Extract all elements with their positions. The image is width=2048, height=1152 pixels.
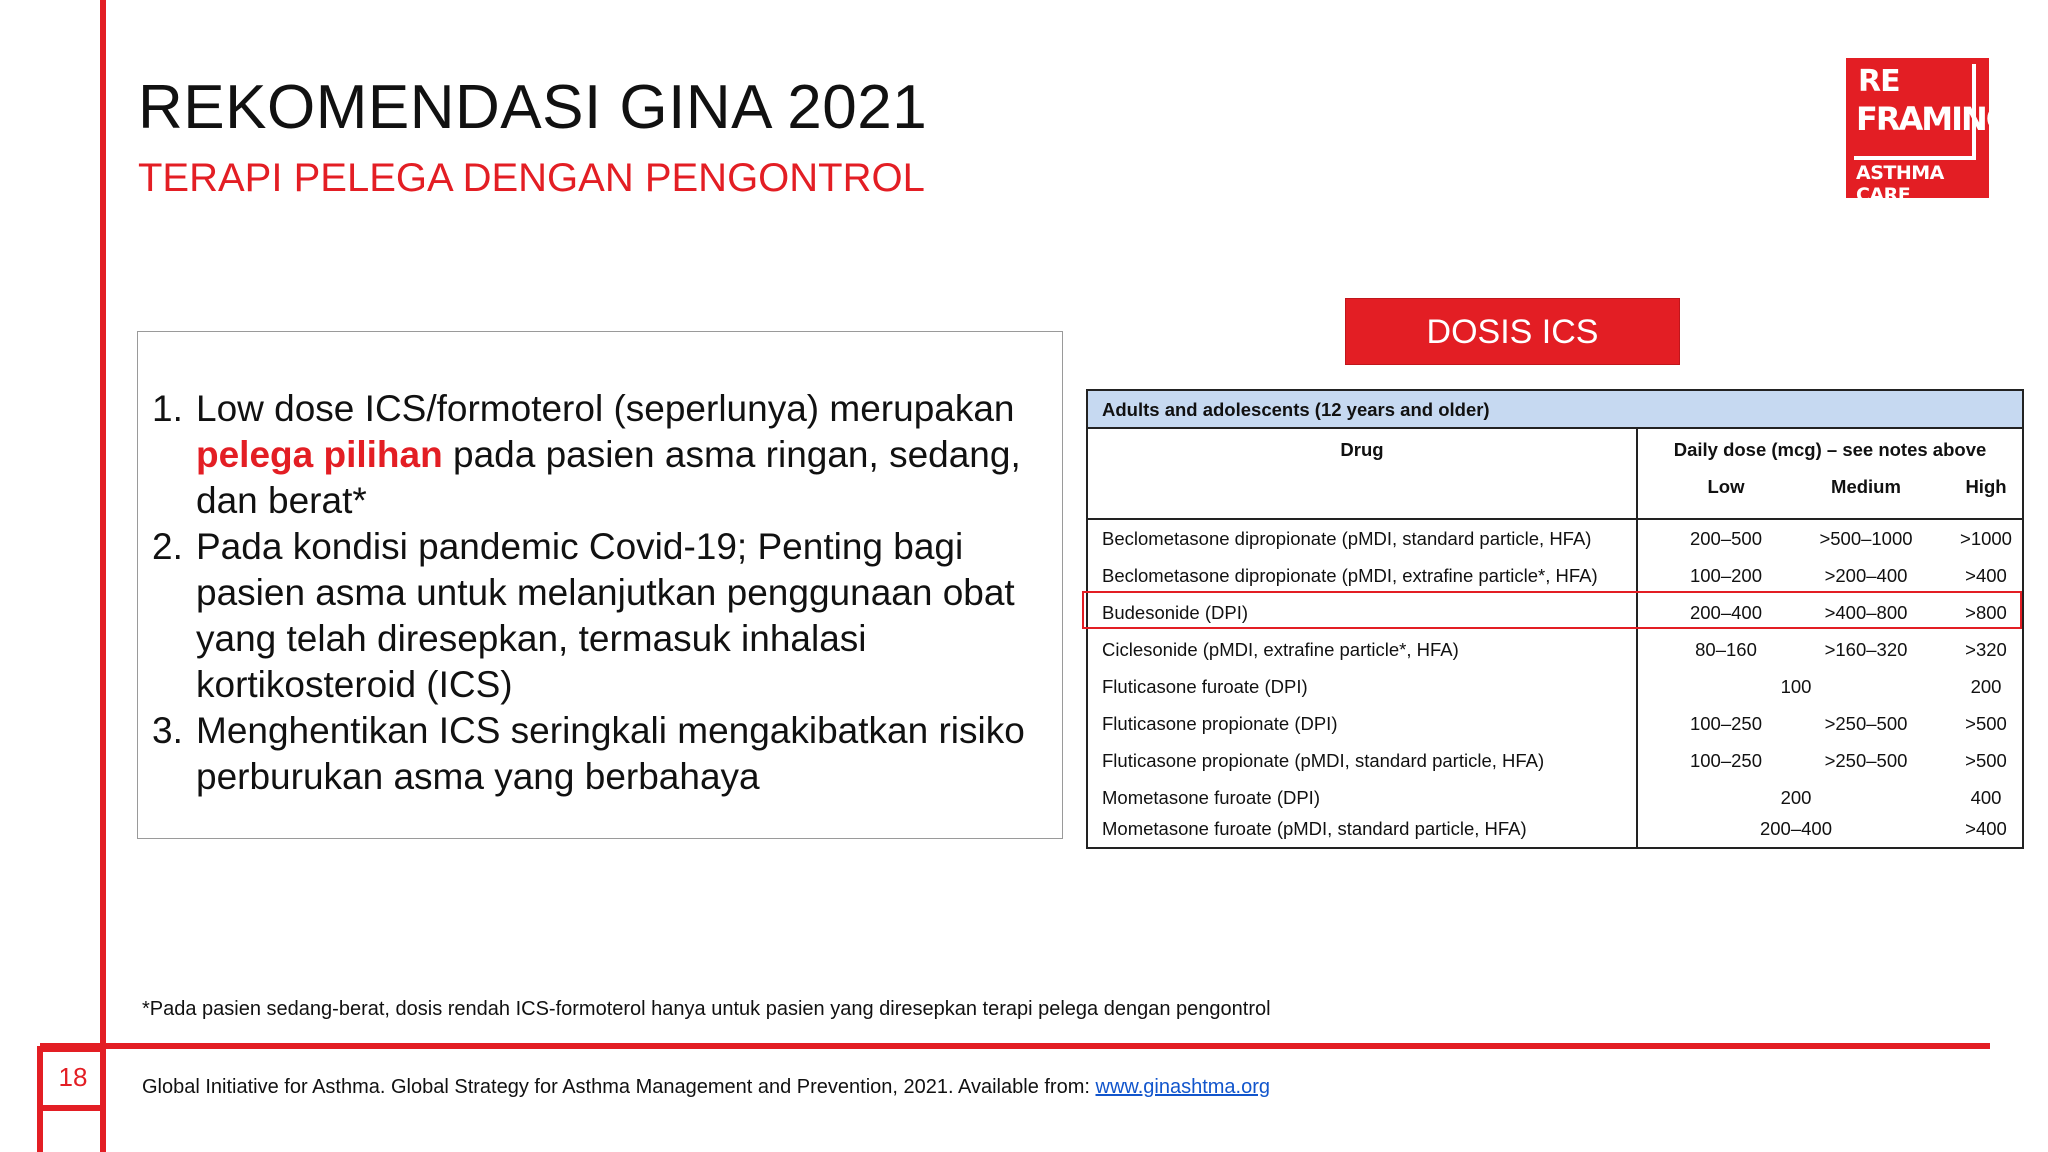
medium-column-header: Medium <box>1831 476 1901 497</box>
medium-dose: >500–1000 <box>1819 528 1913 549</box>
drug-name: Beclometasone dipropionate (pMDI, extrafine particle*, HFA) <box>1102 565 1598 586</box>
low-medium-dose: 100 <box>1780 676 1812 697</box>
low-dose: 200–400 <box>1689 602 1763 623</box>
slide-title: REKOMENDASI GINA 2021 <box>138 73 928 142</box>
high-dose: >800 <box>1965 602 2007 623</box>
reference-text: Global Initiative for Asthma. Global Strategy for Asthma Management and Prevention, 2021. Available from: <box>142 1076 1096 1098</box>
low-column-header: Low <box>1707 476 1745 497</box>
high-dose: 400 <box>1970 787 2002 808</box>
left-red-rule <box>100 0 106 1152</box>
logo-line-3: ASTHMA CARE <box>1856 162 1944 206</box>
recommendation-item <box>152 386 1052 524</box>
daily-dose-column-header: Daily dose (mcg) – see notes above <box>1673 439 1987 460</box>
item-highlight: pelega pilihan <box>196 434 443 475</box>
dosis-ics-label: DOSIS ICS <box>1345 298 1680 365</box>
high-dose: >320 <box>1965 639 2007 660</box>
table-row <box>1088 705 2022 742</box>
table-row <box>1088 668 2022 705</box>
recommendation-list <box>152 386 1052 800</box>
item-text: Low dose ICS/formoterol (seperlunya) merupakan <box>196 388 1015 429</box>
low-dose: 100–200 <box>1689 565 1763 586</box>
drug-name: Fluticasone propionate (pMDI, standard particle, HFA) <box>1102 750 1545 771</box>
logo-line-2: FRAMING <box>1856 100 2011 138</box>
recommendation-box <box>137 331 1063 839</box>
footnote: *Pada pasien sedang-berat, dosis rendah ICS-formoterol hanya untuk pasien yang diresepkan terapi pelega dengan pengontrol <box>142 998 1271 1020</box>
table-header-text: Adults and adolescents (12 years and older) <box>1102 399 1490 420</box>
table-row <box>1088 520 2022 557</box>
low-dose: 200–500 <box>1689 528 1763 549</box>
logo-line-1: RE <box>1858 64 1900 99</box>
medium-dose: >250–500 <box>1824 713 1908 734</box>
drug-column-header: Drug <box>1340 439 1384 460</box>
drug-name: Mometasone furoate (pMDI, standard particle, HFA) <box>1102 818 1527 839</box>
high-column-header: High <box>1965 476 2007 497</box>
recommendation-item <box>152 708 1052 800</box>
item-text: Pada kondisi pandemic Covid-19; Penting bagi pasien asma untuk melanjutkan penggunaan obat yang telah diresepkan, termasuk inhalasi kortikosteroid (ICS) <box>196 526 1015 705</box>
item-text-end: pada pasien asma ringan, sedang, dan berat* <box>196 434 1021 521</box>
table-row <box>1088 810 2022 847</box>
table-row <box>1088 557 2022 594</box>
reframing-asthma-care-logo <box>1846 58 2011 206</box>
page-number-frame-left <box>37 1046 43 1152</box>
item-number: 3. <box>152 710 183 751</box>
low-dose: 100–250 <box>1689 713 1763 734</box>
item-number: 2. <box>152 526 183 567</box>
table-row <box>1088 631 2022 668</box>
medium-dose: >160–320 <box>1824 639 1908 660</box>
page-number: 18 <box>58 1062 88 1092</box>
low-medium-dose: 200 <box>1780 787 1812 808</box>
reference <box>142 1076 1270 1099</box>
low-medium-dose: 200–400 <box>1759 818 1833 839</box>
reference-link[interactable]: www.ginashtma.org <box>1095 1076 1271 1098</box>
item-number: 1. <box>152 388 183 429</box>
high-dose: >400 <box>1965 818 2007 839</box>
recommendation-item <box>152 524 1052 708</box>
high-dose: 200 <box>1970 676 2002 697</box>
drug-name: Beclometasone dipropionate (pMDI, standard particle, HFA) <box>1102 528 1592 549</box>
medium-dose: >250–500 <box>1824 750 1908 771</box>
item-text: Menghentikan ICS seringkali mengakibatkan risiko perburukan asma yang berbahaya <box>196 710 1025 797</box>
high-dose: >1000 <box>1960 528 2012 549</box>
drug-name: Budesonide (DPI) <box>1102 602 1249 623</box>
high-dose: >400 <box>1965 565 2007 586</box>
medium-dose: >400–800 <box>1824 602 1908 623</box>
drug-name: Ciclesonide (pMDI, extrafine particle*, HFA) <box>1102 639 1459 660</box>
medium-dose: >200–400 <box>1824 565 1908 586</box>
table-row <box>1088 742 2022 779</box>
drug-name: Fluticasone propionate (DPI) <box>1102 713 1338 734</box>
table-header-band <box>1088 391 2022 429</box>
drug-name: Mometasone furoate (DPI) <box>1102 787 1320 808</box>
bottom-red-rule <box>40 1043 1990 1049</box>
slide-subtitle: TERAPI PELEGA DENGAN PENGONTROL <box>138 156 925 200</box>
high-dose: >500 <box>1965 750 2007 771</box>
high-dose: >500 <box>1965 713 2007 734</box>
budesonide-highlight-box <box>1082 591 2022 629</box>
drug-name: Fluticasone furoate (DPI) <box>1102 676 1308 697</box>
low-dose: 80–160 <box>1695 639 1757 660</box>
low-dose: 100–250 <box>1689 750 1763 771</box>
